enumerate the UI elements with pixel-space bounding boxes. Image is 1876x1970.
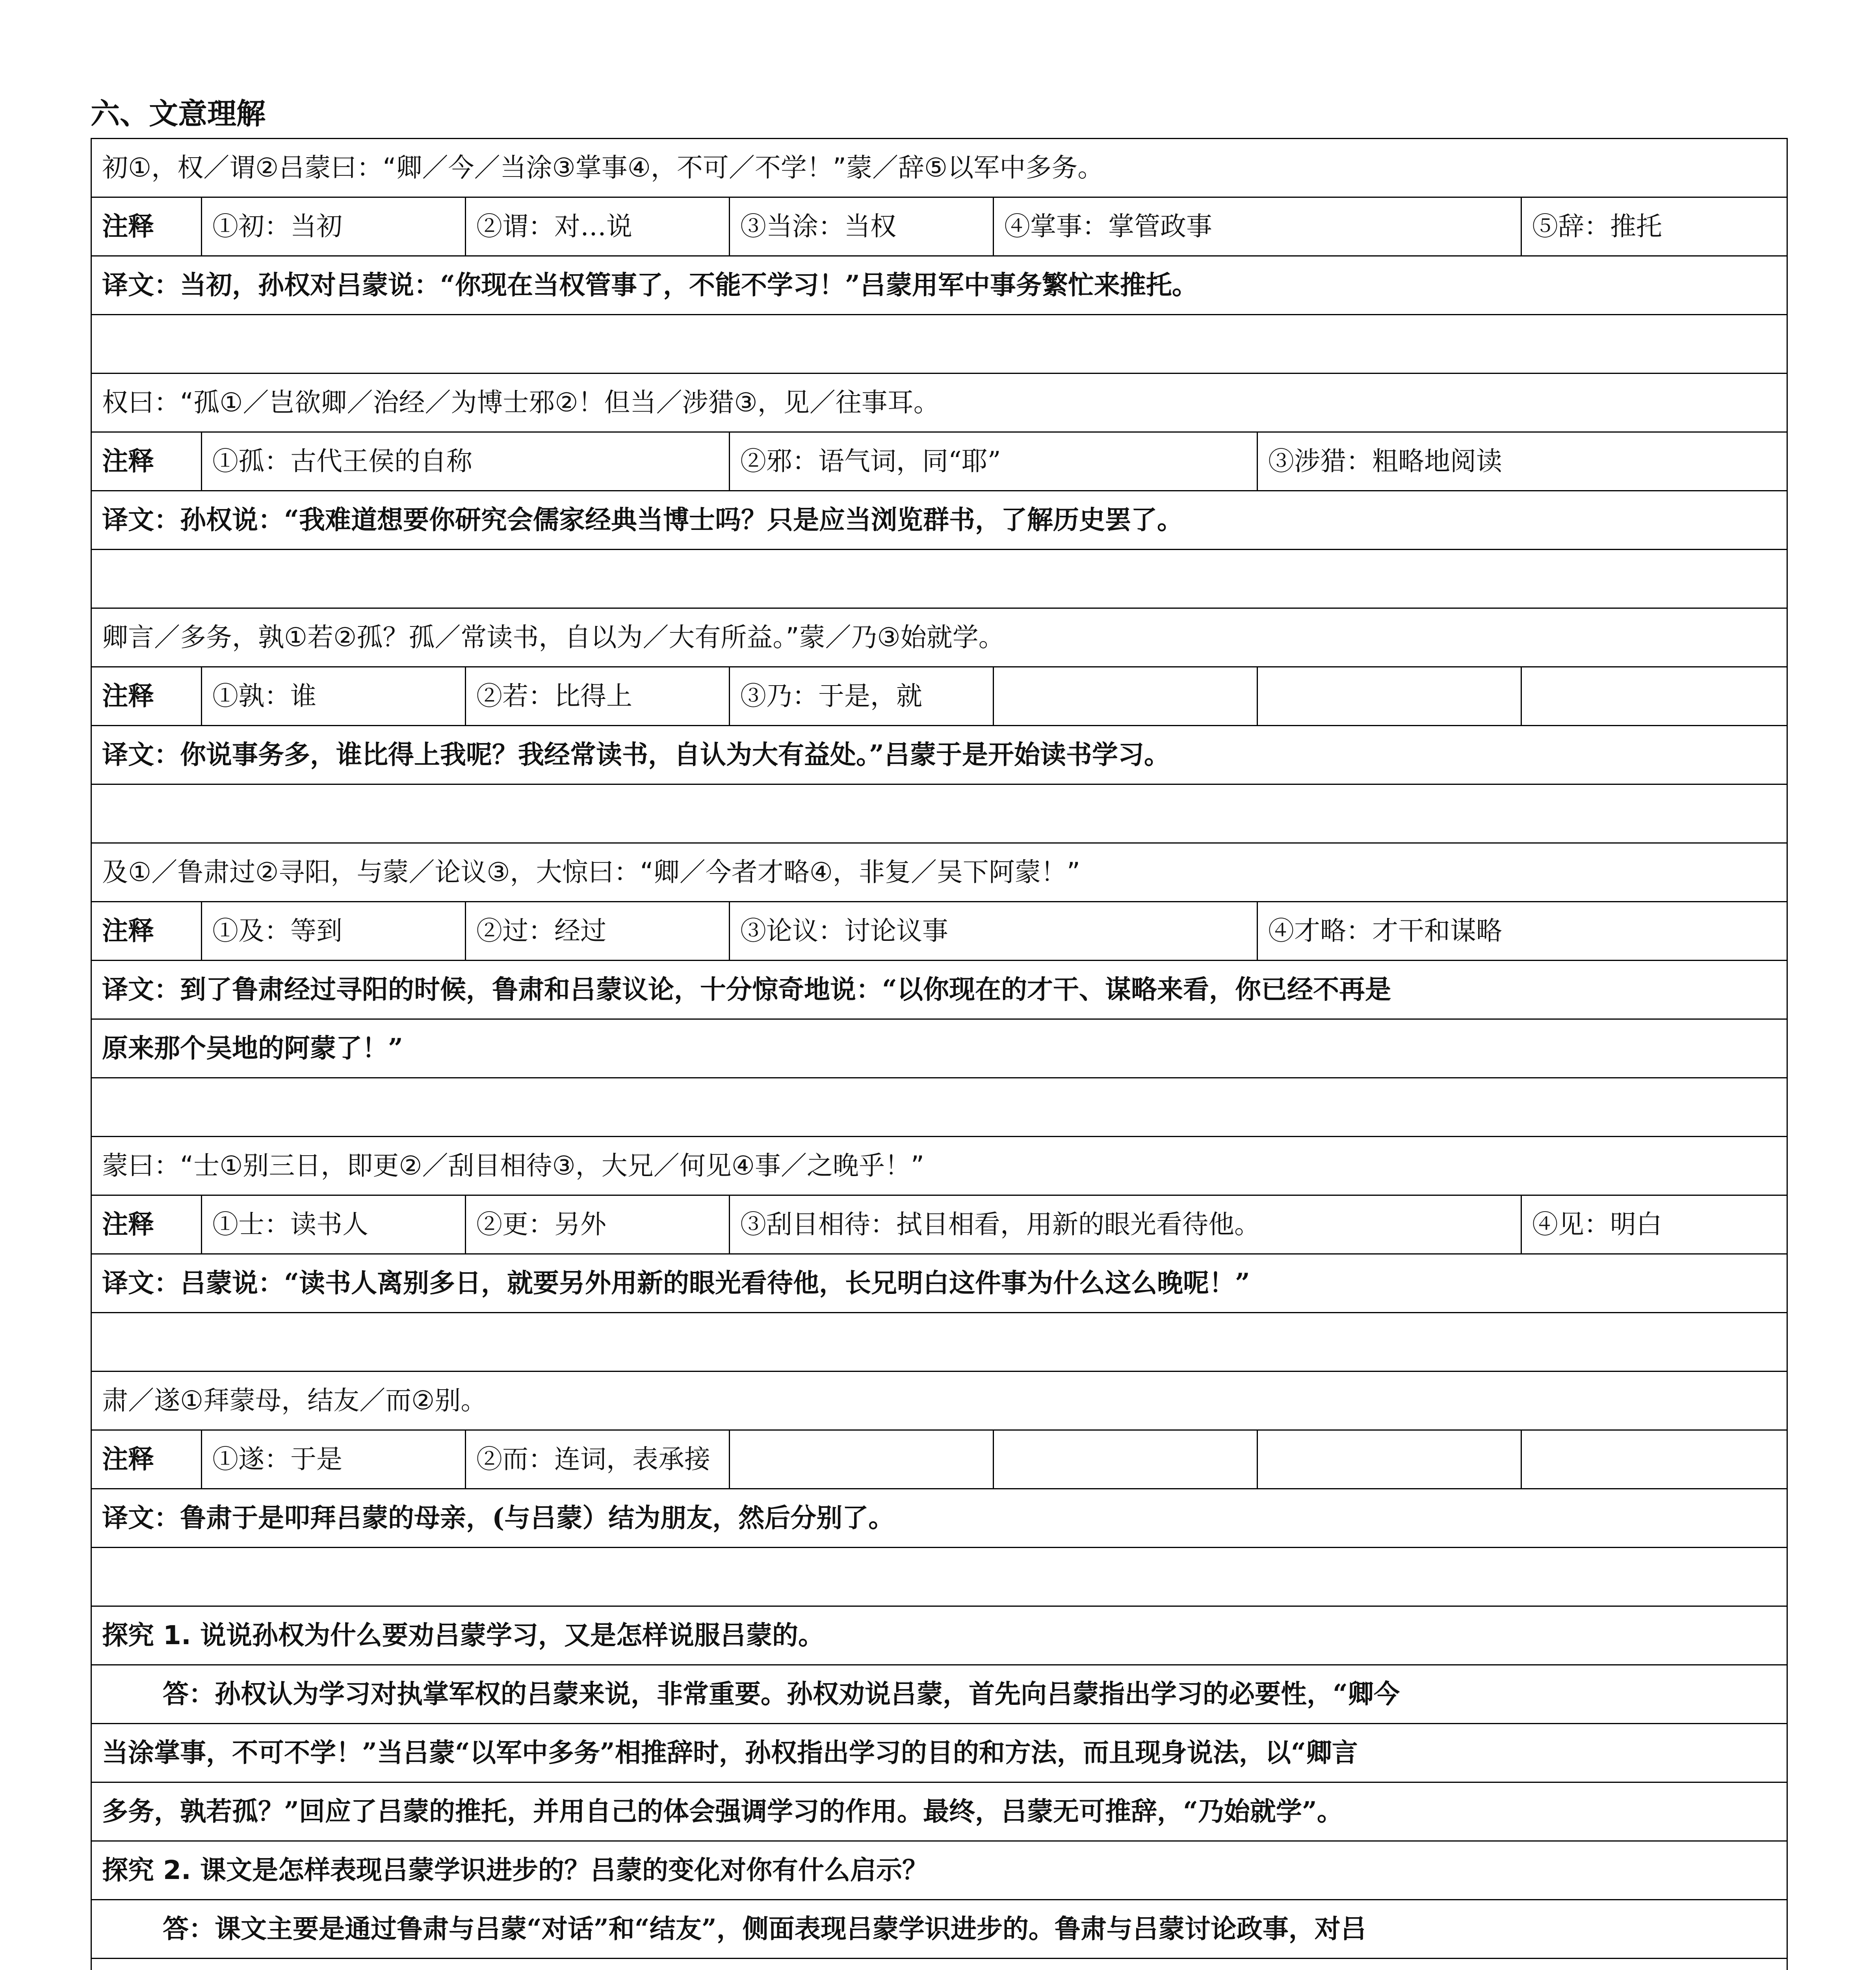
note-cell [994, 667, 1257, 726]
translation-5: 译文：吕蒙说：“读书人离别多日，就要另外用新的眼光看待他，长兄明白这件事为什么这么晚呢！” [91, 1254, 1787, 1313]
translation-4: 译文：到了鲁肃经过寻阳的时候，鲁肃和吕蒙议论，十分惊奇地说：“以你现在的才干、谋略来看，你已经不再是 [91, 961, 1787, 1019]
note-label: 注释 [91, 432, 202, 491]
note-cell: ③乃：于是，就 [730, 667, 994, 726]
note-cell: ②谓：对…说 [466, 197, 730, 256]
note-label: 注释 [91, 1430, 202, 1489]
translation-6: 译文：鲁肃于是叩拜吕蒙的母亲，(与吕蒙）结为朋友，然后分别了。 [91, 1489, 1787, 1548]
note-cell: ①士：读书人 [202, 1195, 466, 1254]
question-2-title: 探究 2. 课文是怎样表现吕蒙学识进步的？吕蒙的变化对你有什么启示？ [91, 1841, 1787, 1900]
answer-line: 答：孙权认为学习对执掌军权的吕蒙来说，非常重要。孙权劝说吕蒙，首先向吕蒙指出学习的必要性，“卿今 [91, 1665, 1787, 1724]
note-cell: ③刮目相待：拭目相看，用新的眼光看待他。 [730, 1195, 1521, 1254]
blank-row [91, 1548, 1787, 1606]
source-sentence-3: 卿言／多务，孰①若②孤？孤／常读书，自以为／大有所益。”蒙／乃③始就学。 [91, 608, 1787, 667]
note-label: 注释 [91, 902, 202, 961]
question-1-title: 探究 1. 说说孙权为什么要劝吕蒙学习，又是怎样说服吕蒙的。 [91, 1606, 1787, 1665]
note-cell [730, 1430, 994, 1489]
note-label: 注释 [91, 1195, 202, 1254]
note-cell: ④掌事：掌管政事 [994, 197, 1521, 256]
note-cell: ①遂：于是 [202, 1430, 466, 1489]
note-cell: ①初：当初 [202, 197, 466, 256]
translation-4-cont: 原来那个吴地的阿蒙了！” [91, 1019, 1787, 1078]
translation-3: 译文：你说事务多，谁比得上我呢？我经常读书，自认为大有益处。”吕蒙于是开始读书学习。 [91, 726, 1787, 784]
answer-line [91, 1959, 1787, 1970]
note-cell: ①孤：古代王侯的自称 [202, 432, 730, 491]
blank-row [91, 1078, 1787, 1137]
note-cell: ③当涂：当权 [730, 197, 994, 256]
translation-1: 译文：当初，孙权对吕蒙说：“你现在当权管事了，不能不学习！”吕蒙用军中事务繁忙来推托。 [91, 256, 1787, 315]
answer-line: 答：课文主要是通过鲁肃与吕蒙“对话”和“结友”，侧面表现吕蒙学识进步的。鲁肃与吕蒙讨论政事，对吕 [91, 1900, 1787, 1959]
note-cell: ④才略：才干和谋略 [1257, 902, 1787, 961]
source-sentence-1: 初①，权／谓②吕蒙曰：“卿／今／当涂③掌事④，不可／不学！”蒙／辞⑤以军中多务。 [91, 139, 1787, 197]
source-sentence-2: 权曰：“孤①／岂欲卿／治经／为博士邪②！但当／涉猎③，见／往事耳。 [91, 374, 1787, 432]
blank-row [91, 784, 1787, 843]
section-heading: 六、文意理解 [91, 97, 266, 131]
source-sentence-4: 及①／鲁肃过②寻阳，与蒙／论议③，大惊曰：“卿／今者才略④，非复／吴下阿蒙！” [91, 843, 1787, 902]
note-cell: ④见：明白 [1521, 1195, 1787, 1254]
note-cell [1257, 667, 1521, 726]
note-cell [1521, 1430, 1787, 1489]
reading-table [91, 138, 1788, 1970]
note-cell: ⑤辞：推托 [1521, 197, 1787, 256]
note-cell: ③涉猎：粗略地阅读 [1257, 432, 1787, 491]
source-sentence-6: 肃／遂①拜蒙母，结友／而②别。 [91, 1372, 1787, 1430]
note-label: 注释 [91, 197, 202, 256]
note-cell: ②更：另外 [466, 1195, 730, 1254]
note-cell: ②邪：语气词，同“耶” [730, 432, 1257, 491]
note-cell: ①孰：谁 [202, 667, 466, 726]
blank-row [91, 315, 1787, 374]
source-sentence-5: 蒙曰：“士①别三日，即更②／刮目相待③，大兄／何见④事／之晚乎！” [91, 1137, 1787, 1195]
translation-2: 译文：孙权说：“我难道想要你研究会儒家经典当博士吗？只是应当浏览群书，了解历史罢了。 [91, 491, 1787, 550]
answer-line: 多务，孰若孤？”回应了吕蒙的推托，并用自己的体会强调学习的作用。最终，吕蒙无可推辞，“乃始就学”。 [91, 1782, 1787, 1841]
note-cell: ②过：经过 [466, 902, 730, 961]
note-cell: ②若：比得上 [466, 667, 730, 726]
note-cell: ①及：等到 [202, 902, 466, 961]
blank-row [91, 1313, 1787, 1372]
note-cell: ③论议：讨论议事 [730, 902, 1257, 961]
note-cell [1257, 1430, 1521, 1489]
note-cell [994, 1430, 1257, 1489]
note-label: 注释 [91, 667, 202, 726]
note-cell: ②而：连词，表承接 [466, 1430, 730, 1489]
blank-row [91, 550, 1787, 608]
note-cell [1521, 667, 1787, 726]
answer-line: 当涂掌事，不可不学！”当吕蒙“以军中多务”相推辞时，孙权指出学习的目的和方法，而且现身说法，以“卿言 [91, 1724, 1787, 1782]
